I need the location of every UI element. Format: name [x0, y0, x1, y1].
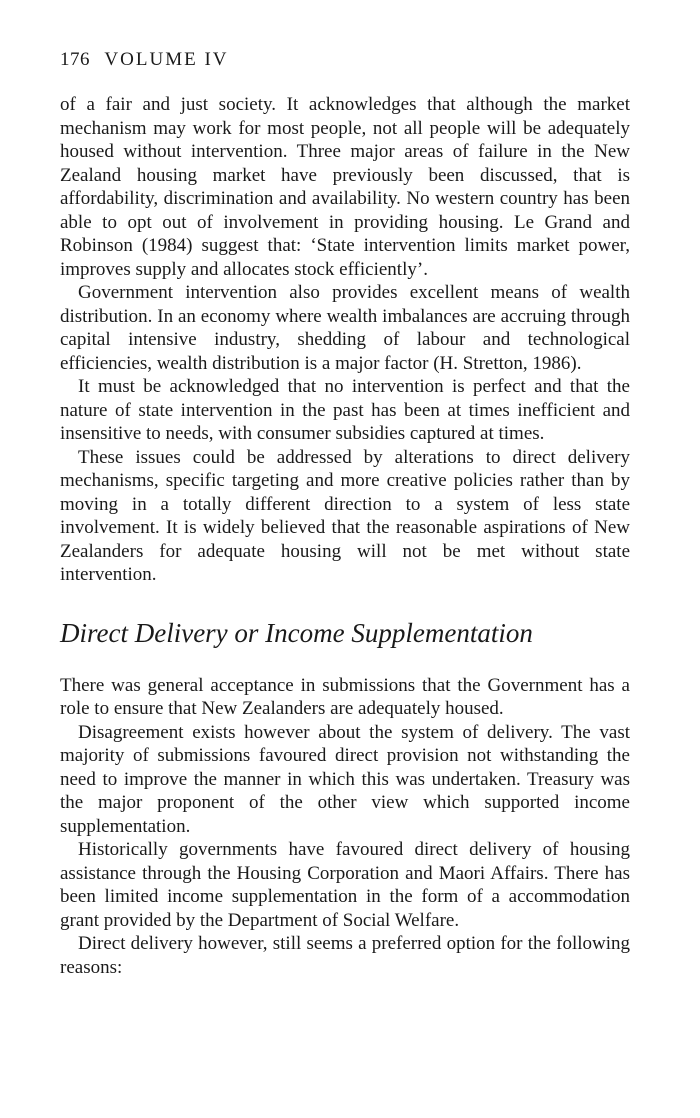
running-header — [60, 48, 229, 72]
running-title: VOLUME IV — [104, 49, 229, 70]
paragraph-general-acceptance: There was general acceptance in submissions that the Government has a role to ensure that New Zealanders are adequately housed. — [60, 674, 630, 719]
paragraph-historically: Historically governments have favoured direct delivery of housing assistance through the Housing Corporation and Maori Affairs. There has been limited income supplementation in the form of a accommodation grant provided by the Department of Social Welfare. — [60, 839, 630, 931]
paragraph-wealth-distribution: Government intervention also provides excellent means of wealth distribution. In an economy where wealth imbalances are accruing through capital intensive industry, shedding of labour and technological efficiencies, wealth distribution is a major factor (H. Stretton, 1986). — [60, 282, 630, 374]
section-heading: Direct Delivery or Income Supplementation — [60, 617, 533, 648]
paragraph-issues-addressed: These issues could be addressed by alterations to direct delivery mechanisms, specific targeting and more creative policies rather than by moving in a totally different direction to a system of less state involvement. It is widely believed that the reasonable aspirations of New Zealanders for adequate housing will not be met without state intervention. — [60, 446, 630, 585]
paragraph-preferred-option: Direct delivery however, still seems a preferred option for the following reasons: — [60, 933, 630, 978]
body-text — [60, 93, 630, 979]
paragraph-disagreement: Disagreement exists however about the system of delivery. The vast majority of submissions favoured direct provision not withstanding the need to improve the manner in which this was undertaken. Treasury was the major proponent of the other view which supported income supplementation. — [60, 721, 630, 837]
page-number: 176 — [60, 49, 90, 70]
paragraph-intervention-imperfect: It must be acknowledged that no intervention is perfect and that the nature of state intervention in the past has been at times inefficient and insensitive to needs, with consumer subsidies captured at times. — [60, 376, 630, 444]
paragraph-continued: of a fair and just society. It acknowledges that although the market mechanism may work for most people, not all people will be adequately housed without intervention. Three major areas of failure in the New Zealand housing market have previously been discussed, that is affordability, discrimination and availability. No western country has been able to opt out of involvement in providing housing. Le Grand and Robinson (1984) suggest that: ‘State intervention limits market power, improves supply and allocates stock efficiently’. — [60, 94, 630, 280]
